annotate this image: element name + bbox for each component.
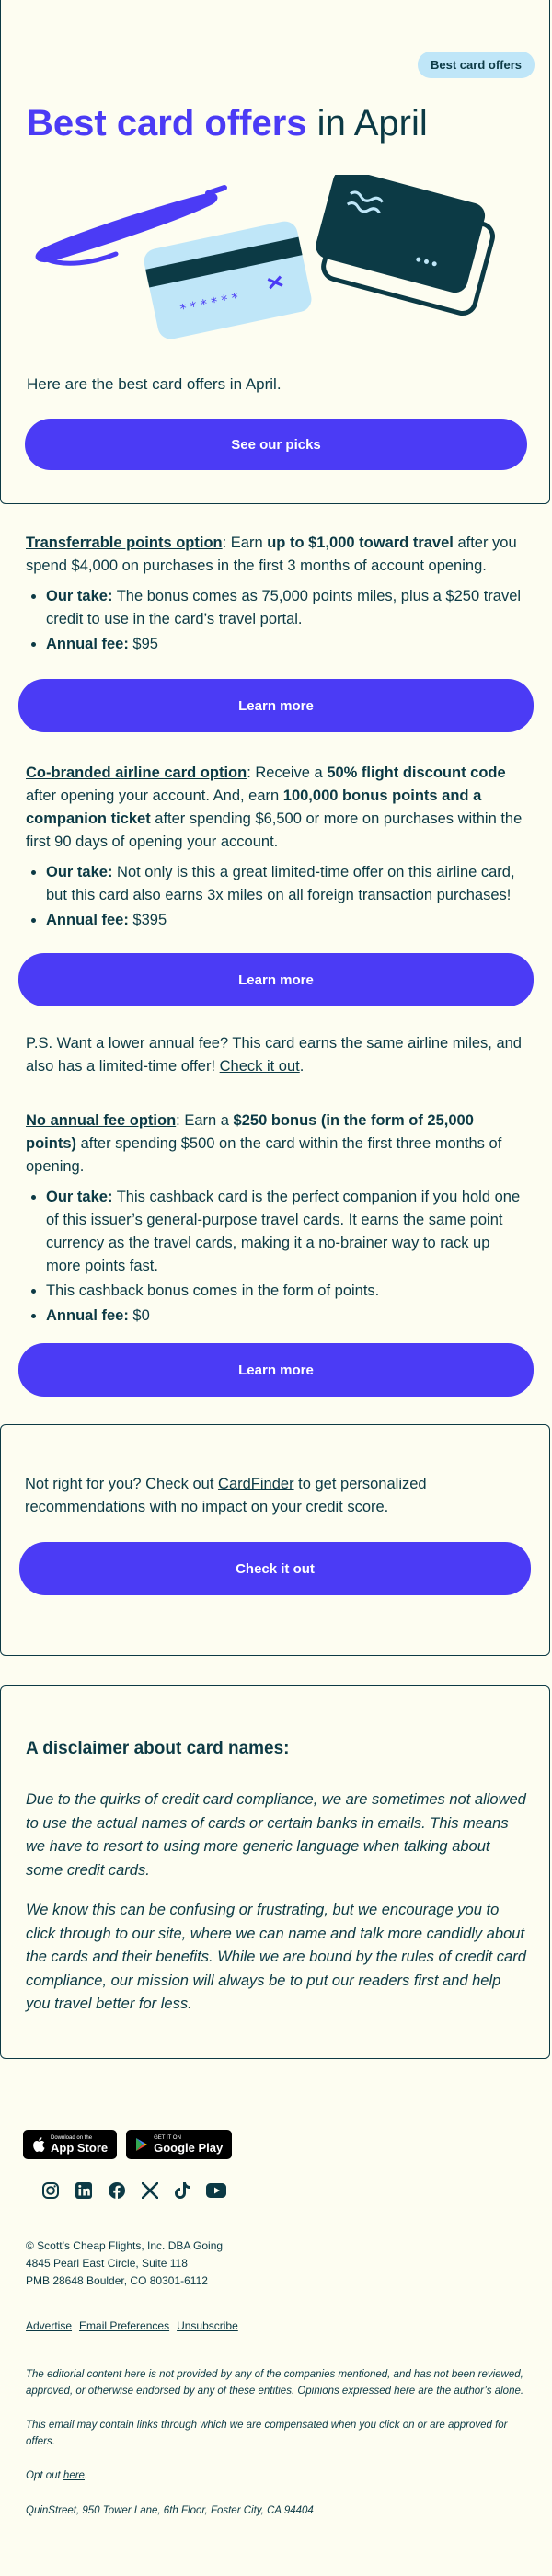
check-it-out-link[interactable]: Check it out: [219, 1058, 300, 1075]
company-info: QuinStreet, 950 Tower Lane, 6th Floor, Foster City, CA 94404: [26, 2505, 314, 2516]
our-take-label: Our take:: [46, 1189, 113, 1205]
linkedin-icon[interactable]: [74, 2180, 94, 2201]
hero-title-accent: Best card offers: [27, 103, 307, 144]
company-address: [26, 2237, 223, 2290]
list-item: [46, 861, 526, 907]
opt-out-link[interactable]: here: [63, 2470, 85, 2481]
address-line-3: PMB 28648 Boulder, CO 80301-6112: [26, 2274, 208, 2287]
opt-out-text: [26, 2467, 530, 2484]
app-store-small-text: Download on the: [51, 2134, 93, 2141]
annual-fee-label: Annual fee:: [46, 1307, 129, 1324]
cardfinder-text: [25, 1473, 525, 1519]
offer2-details-list: [26, 861, 526, 932]
ps-text: P.S. Want a lower annual fee? This card earns the same airline miles, and also has a limited-time offer!: [26, 1035, 522, 1075]
offer3-details-list: [26, 1186, 526, 1328]
facebook-icon[interactable]: [107, 2180, 127, 2201]
offer-cobranded-airline: [26, 762, 526, 934]
footer-links: [26, 2319, 238, 2332]
annual-fee-value: $0: [128, 1307, 150, 1324]
offer2-text-mid: after opening your account. And, earn: [26, 788, 283, 804]
cardfinder-link[interactable]: CardFinder: [218, 1476, 294, 1492]
editorial-disclaimer: The editorial content here is not provided by any of the companies mentioned, and has not been reviewed, approved, or otherwise endorsed by any of these entities. Opinions expressed here are the author’s alone.: [26, 2369, 524, 2397]
offer3-text-end: after spending $500 on the card within the first three months of opening.: [26, 1135, 502, 1175]
cardfinder-card: [0, 1424, 550, 1656]
our-take-text: This cashback card is the perfect companion if you hold one of this issuer’s general-purpose travel cards. It earns the same point currency as the travel cards, making it a no-brainer way to rack up more points fast.: [46, 1189, 521, 1274]
cards-and-pen-illustration: [29, 175, 507, 340]
list-item: [46, 1186, 526, 1278]
list-item: • This cashback bonus comes in the form of points.: [46, 1280, 526, 1303]
email-preferences-link[interactable]: Email Preferences: [79, 2319, 170, 2332]
annual-fee-value: $95: [128, 636, 158, 652]
opt-out-end: .: [84, 2470, 88, 2481]
list-item: [46, 585, 526, 631]
x-icon[interactable]: [140, 2180, 160, 2201]
list-item: [46, 1305, 526, 1328]
unsubscribe-link[interactable]: Unsubscribe: [177, 2319, 238, 2332]
list-item: [46, 909, 526, 932]
learn-more-button-1[interactable]: Learn more: [18, 679, 534, 732]
offer2-heading[interactable]: Co-branded airline card option: [26, 765, 247, 781]
list-item: [46, 633, 526, 656]
our-take-label: Our take:: [46, 864, 113, 880]
ps-end: .: [299, 1058, 305, 1075]
ps-note: [26, 1032, 526, 1078]
address-line-2: 4845 Pearl East Circle, Suite 118: [26, 2257, 188, 2270]
see-our-picks-button[interactable]: See our picks: [25, 419, 527, 470]
address-line-1: © Scott’s Cheap Flights, Inc. DBA Going: [26, 2239, 224, 2252]
offer2-highlight-2: 100,000 bonus points and a companion ticket: [26, 788, 482, 827]
annual-fee-label: Annual fee:: [46, 636, 129, 652]
social-links: [40, 2180, 226, 2201]
learn-more-button-3[interactable]: Learn more: [18, 1343, 534, 1397]
google-play-small-text: GET IT ON: [154, 2134, 181, 2141]
hero-card: [0, 0, 550, 504]
best-offers-badge: Best card offers: [418, 52, 535, 78]
annual-fee-label: Annual fee:: [46, 912, 129, 928]
disclaimer-paragraph-2: We know this can be confusing or frustrating, but we encourage you to click through to our site, where we can name and talk more candidly about the cards and their benefits. While we are bound by the rules of credit card compliance, our mission will always be to put our readers first and help you travel better for less.: [26, 1902, 526, 2012]
hero-title: [27, 101, 428, 145]
check-it-out-button[interactable]: Check it out: [19, 1542, 531, 1595]
hero-title-rest: in April: [306, 103, 428, 144]
offer2-text: : Receive a: [247, 765, 328, 781]
offer2-highlight-1: 50% flight discount code: [327, 765, 506, 781]
learn-more-button-2[interactable]: Learn more: [18, 953, 534, 1006]
offer3-highlight: $250 bonus (in the form of 25,000 points): [26, 1112, 474, 1152]
google-play-icon: [135, 2137, 148, 2152]
offer-no-annual-fee: [26, 1110, 526, 1329]
disclaimer-title: A disclaimer about card names:: [26, 1739, 290, 1758]
our-take-label: Our take:: [46, 588, 113, 604]
offer1-details-list: [26, 585, 526, 656]
offer3-text: : Earn a: [176, 1112, 234, 1129]
light-blue-card-illustration: [142, 219, 314, 340]
offer2-text-end: after spending $6,500 or more on purchases within the first 90 days of opening your account.: [26, 811, 523, 850]
our-take-text: The bonus comes as 75,000 points miles, plus a $250 travel credit to use in the card’s travel portal.: [46, 588, 522, 627]
apple-icon: [32, 2137, 45, 2152]
app-store-badges: [23, 2130, 232, 2159]
our-take-text: Not only is this a great limited-time offer on this airline card, but this card also earns 3x miles on all foreign transaction purchases!: [46, 864, 515, 903]
app-store-label: App Store: [51, 2140, 109, 2155]
disclaimer-paragraph-1: Due to the quirks of credit card compliance, we are sometimes not allowed to use the actual names of cards or certain banks in emails. This means we have to resort to using more generic language when talking about some credit cards.: [26, 1791, 526, 1879]
tiktok-icon[interactable]: [173, 2180, 193, 2201]
svg-text:* * * * * *: * * * * * *: [178, 290, 240, 317]
intro-text: Here are the best card offers in April.: [27, 375, 282, 393]
offer1-highlight: up to $1,000 toward travel: [267, 535, 454, 551]
app-store-button[interactable]: [23, 2130, 117, 2159]
offer1-heading[interactable]: Transferrable points option: [26, 535, 223, 551]
offer1-text: : Earn: [222, 535, 268, 551]
opt-out-label: Opt out: [26, 2470, 63, 2481]
offer3-heading[interactable]: No annual fee option: [26, 1112, 177, 1129]
advertise-link[interactable]: Advertise: [26, 2319, 73, 2332]
cardfinder-text-start: Not right for you? Check out: [25, 1476, 219, 1492]
annual-fee-value: $395: [128, 912, 167, 928]
cardfinder-text-end: to get personalized recommendations with no impact on your credit score.: [25, 1476, 427, 1515]
google-play-button[interactable]: [126, 2130, 232, 2159]
instagram-icon[interactable]: [40, 2180, 61, 2201]
offer1-text-end: after you spend $4,000 on purchases in the first 3 months of account opening.: [26, 535, 517, 574]
youtube-icon[interactable]: [206, 2180, 226, 2201]
compensation-disclaimer: This email may contain links through which we are compensated when you click on or are approved for offers.: [26, 2420, 508, 2447]
offer-transferrable-points: [26, 532, 526, 658]
google-play-label: Google Play: [154, 2140, 224, 2155]
